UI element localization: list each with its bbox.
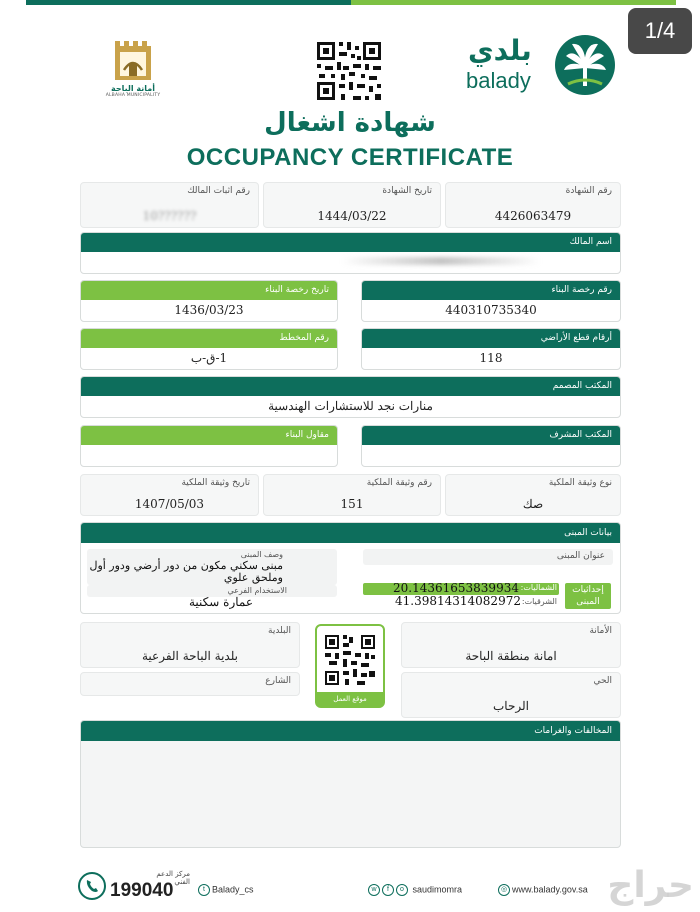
license-date-label: تاريخ رخصة البناء (81, 281, 337, 300)
deed-type-value: صك (522, 497, 544, 511)
sub-use-label: الاستخدام الفرعي (227, 586, 287, 595)
certificate-number-value: 4426063479 (494, 209, 572, 223)
castle-icon (111, 38, 155, 84)
street-box (80, 672, 300, 696)
building-description-label: وصف المبنى (240, 550, 283, 559)
deed-type-label: نوع وثيقة الملكية (548, 478, 612, 488)
facebook-icon: f (382, 884, 394, 896)
owner-id-value: 10?????? (142, 209, 197, 223)
deed-date-value: 1407/05/03 (134, 497, 205, 511)
certificate-qr-code (313, 38, 385, 104)
violations-label: المخالفات والغرامات (81, 721, 620, 741)
support-number: 199040 (110, 880, 174, 901)
amana-value: امانة منطقة الباحة (465, 649, 557, 663)
amana-box (401, 622, 621, 668)
contractor-label: مقاول البناء (81, 426, 337, 445)
balady-name-en: balady (466, 68, 531, 93)
east-coordinate-value: 41.39814314082972 (395, 594, 521, 608)
designer-office-box (80, 376, 621, 418)
building-address-label: عنوان المبنى (556, 551, 605, 561)
north-coordinate-label: الشماليات: (520, 583, 557, 592)
social-text: saudimomra (412, 884, 463, 895)
designer-office-value: منارات نجد للاستشارات الهندسية (268, 399, 433, 413)
deed-type-box (445, 474, 621, 516)
owner-id-box (80, 182, 259, 228)
footer (78, 868, 624, 908)
top-color-bar (26, 0, 676, 5)
work-location-qr[interactable] (315, 624, 385, 708)
twitter-icon: t (198, 884, 210, 896)
supervisor-office-box (361, 425, 621, 467)
page-title-en: OCCUPANCY CERTIFICATE (186, 144, 514, 171)
plots-label: أرقام قطع الأراضي (362, 329, 620, 348)
license-date-value: 1436/03/23 (174, 303, 244, 317)
haraj-watermark: حراج (607, 865, 694, 906)
page-title-ar: شهادة اشغال (264, 108, 436, 138)
deed-date-box (80, 474, 259, 516)
instagram-icon: o (396, 884, 408, 896)
certificate-number-box (445, 182, 621, 228)
redacted-owner-name (341, 257, 541, 265)
albaha-municipality-logo (100, 38, 166, 104)
support-center (78, 868, 188, 904)
contractor-box (80, 425, 338, 467)
plots-value: 118 (479, 351, 503, 365)
twitter-text: Balady_cs (212, 884, 254, 895)
municipality-name-en: ALBAHA MUNICIPALITY (105, 93, 161, 98)
contractor-value (81, 445, 337, 448)
phone-icon (78, 872, 106, 900)
certificate-date-value: 1444/03/22 (317, 209, 387, 223)
twitter-handle[interactable] (198, 884, 254, 896)
municipality-label: البلدية (268, 626, 291, 636)
owner-name-label: اسم المالك (81, 233, 620, 252)
plots-box (361, 328, 621, 370)
building-data-section (80, 522, 621, 614)
owner-name-value (81, 252, 620, 255)
license-number-value: 440310735340 (445, 303, 537, 317)
website-text: www.balady.gov.sa (512, 884, 588, 895)
district-value: الرحاب (493, 699, 529, 713)
certificate-number-label: رقم الشهادة (565, 186, 612, 196)
social-handle[interactable] (368, 884, 462, 896)
deed-number-box (263, 474, 441, 516)
support-caption: مركز الدعم الفني (156, 870, 190, 886)
website-link[interactable] (498, 884, 588, 896)
plan-number-box (80, 328, 338, 370)
district-box (401, 672, 621, 718)
building-coordinates-label: إحداثيات المبنى (565, 583, 611, 609)
work-location-caption: موقع العمل (317, 692, 383, 706)
license-number-box (361, 280, 621, 322)
municipality-value: بلدية الباحة الفرعية (141, 649, 239, 663)
qr-code-icon (317, 629, 383, 691)
owner-name-box (80, 232, 621, 274)
district-label: الحي (593, 676, 612, 686)
sub-use-value: عمارة سكنية (188, 595, 253, 609)
license-number-label: رقم رخصة البناء (362, 281, 620, 300)
building-data-label: بيانات المبنى (81, 523, 620, 543)
east-coordinate-label: الشرقيات: (521, 597, 557, 606)
municipality-box (80, 622, 300, 668)
balady-logo (462, 34, 618, 98)
balady-name-ar: بلدي (468, 34, 532, 67)
north-coordinate-value: 20.14361653839934 (393, 581, 519, 595)
license-date-box (80, 280, 338, 322)
supervisor-office-label: المكتب المشرف (362, 426, 620, 445)
whatsapp-icon: w (368, 884, 380, 896)
street-label: الشارع (265, 676, 291, 686)
plan-number-label: رقم المخطط (81, 329, 337, 348)
owner-id-label: رقم اثبات المالك (187, 186, 250, 196)
municipality-name-ar: أمانة الباحة (111, 84, 155, 93)
plan-number-value: 1-ق-ب (190, 351, 228, 365)
certificate-date-box (263, 182, 441, 228)
building-description-box (87, 549, 337, 585)
building-address-box (363, 549, 613, 565)
palm-icon (554, 34, 616, 96)
globe-icon: ◎ (498, 884, 510, 896)
deed-number-value: 151 (340, 497, 364, 511)
deed-date-label: تاريخ وثيقة الملكية (181, 478, 250, 488)
page-counter: 1/4 (628, 8, 692, 54)
supervisor-office-value (362, 445, 620, 448)
deed-number-label: رقم وثيقة الملكية (366, 478, 432, 488)
building-description-value: مبنى سكني مكون من دور أرضي ودور أول وملحق علوي (89, 559, 283, 584)
certificate-date-label: تاريخ الشهادة (382, 186, 432, 196)
amana-label: الأمانة (589, 626, 612, 636)
violations-section (80, 720, 621, 848)
designer-office-label: المكتب المصمم (81, 377, 620, 396)
